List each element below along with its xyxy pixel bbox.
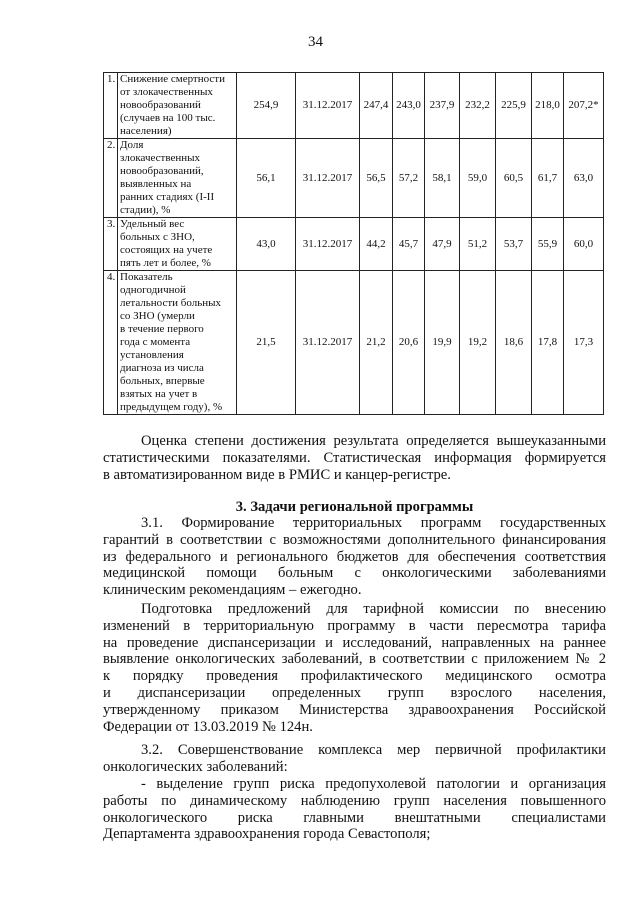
indicator-name-line: от злокачественных <box>120 86 213 98</box>
target-value-cell: 61,7 <box>532 139 564 218</box>
p31-line-3: из федерального и регионального бюджетов для обеспечения соответствия <box>103 548 606 565</box>
target-value-cell: 17,8 <box>532 271 564 415</box>
indicator-name-line: стадии), % <box>120 204 171 216</box>
base-date-cell: 31.12.2017 <box>296 73 360 139</box>
target-value-cell: 18,6 <box>496 271 532 415</box>
target-value-cell: 243,0 <box>393 73 425 139</box>
indicator-name-line: Показатель <box>120 271 173 283</box>
base-value-cell: 254,9 <box>237 73 296 139</box>
indicator-name-line: (случаев на 100 тыс. <box>120 112 216 124</box>
p31-line-5: клиническим рекомендациям – ежегодно. <box>103 582 362 599</box>
indicator-name-line: злокачественных <box>120 152 201 164</box>
indicator-name-line: Удельный вес <box>120 218 185 230</box>
target-value-cell: 59,0 <box>460 139 496 218</box>
indicator-name-line: населения) <box>120 125 172 137</box>
base-date-cell: 31.12.2017 <box>296 271 360 415</box>
row-number-cell: 1. <box>104 73 118 139</box>
table-row <box>104 139 604 218</box>
tariff-line-4: выявление онкологических заболеваний, в соответствии с приложением № 2 <box>103 651 606 668</box>
assessment-paragraph <box>103 433 606 483</box>
indicator-name-line: Снижение смертности <box>120 73 225 85</box>
target-value-cell: 58,1 <box>425 139 460 218</box>
table-row <box>104 73 604 139</box>
tariff-line-3: на проведение диспансеризации и исследований, направленных на раннее <box>103 634 606 651</box>
tariff-paragraph <box>103 601 606 735</box>
tariff-line-7: утвержденному приказом Министерства здравоохранения Российской <box>103 701 606 718</box>
base-value-cell: 21,5 <box>237 271 296 415</box>
indicator-name-line: состоящих на учете <box>120 244 213 256</box>
page-number: 34 <box>308 34 323 50</box>
assessment-line-2: статистическими показателями. Статистическая информация формируется <box>103 449 606 466</box>
risk-line-2: работы по динамическому наблюдению групп населения повышенного <box>103 792 606 809</box>
section-heading-block <box>103 499 606 516</box>
tariff-line-2: изменений в территориальную программу в части пересмотра тарифа <box>103 617 606 634</box>
target-value-cell: 19,2 <box>460 271 496 415</box>
target-value-cell: 57,2 <box>393 139 425 218</box>
indicator-name-line: больных, впервые <box>120 375 205 387</box>
risk-line-1: - выделение групп риска предопухолевой патологии и организация <box>141 776 606 792</box>
tariff-line-8: Федерации от 13.03.2019 № 124н. <box>103 718 313 735</box>
paragraph-3-2 <box>103 742 606 776</box>
indicator-name-line: взятых на учет в <box>120 388 198 400</box>
risk-paragraph <box>103 776 606 843</box>
indicator-name-line: новообразований, <box>120 165 204 177</box>
indicator-name-cell <box>118 218 237 271</box>
indicator-name-line: Доля <box>120 139 144 151</box>
target-value-cell: 20,6 <box>393 271 425 415</box>
base-date-cell: 31.12.2017 <box>296 139 360 218</box>
p31-line-2: гарантий в соответствии с возможностями дополнительного финансирования <box>103 531 606 548</box>
tariff-line-5: к порядку проведения профилактического медицинского осмотра <box>103 668 606 685</box>
indicator-name-line: больных с ЗНО, <box>120 231 195 243</box>
indicator-name-line: новообразований <box>120 99 201 111</box>
p32-line-1: 3.2. Совершенствование комплекса мер первичной профилактики <box>141 742 606 758</box>
tariff-line-1: Подготовка предложений для тарифной комиссии по внесению <box>141 601 606 617</box>
target-value-cell: 60,0 <box>564 218 604 271</box>
base-date-cell: 31.12.2017 <box>296 218 360 271</box>
p31-line-4: медицинской помощи больным с онкологическими заболеваниями <box>103 565 606 582</box>
target-value-cell: 44,2 <box>360 218 393 271</box>
p32-line-2: онкологических заболеваний: <box>103 758 288 775</box>
indicator-name-cell <box>118 73 237 139</box>
indicator-name-cell <box>118 139 237 218</box>
indicators-table-body <box>104 73 604 415</box>
p31-line-1: 3.1. Формирование территориальных программ государственных <box>141 515 606 531</box>
indicator-name-line: в течение первого <box>120 323 204 335</box>
paragraph-3-1 <box>103 515 606 599</box>
target-value-cell: 53,7 <box>496 218 532 271</box>
table-row <box>104 271 604 415</box>
indicator-name-line: выявленных на <box>120 178 192 190</box>
target-value-cell: 207,2* <box>564 73 604 139</box>
indicator-name-line: одногодичной <box>120 284 186 296</box>
target-value-cell: 218,0 <box>532 73 564 139</box>
target-value-cell: 55,9 <box>532 218 564 271</box>
tariff-line-6: и диспансеризации определенных групп взрослого населения, <box>103 684 606 701</box>
indicator-name-line: со ЗНО (умерли <box>120 310 195 322</box>
indicator-name-line: пять лет и более, % <box>120 257 211 269</box>
risk-line-4: Департамента здравоохранения города Севастополя; <box>103 826 431 843</box>
target-value-cell: 232,2 <box>460 73 496 139</box>
indicator-name-line: диагноза из числа <box>120 362 204 374</box>
base-value-cell: 56,1 <box>237 139 296 218</box>
target-value-cell: 17,3 <box>564 271 604 415</box>
target-value-cell: 47,9 <box>425 218 460 271</box>
target-value-cell: 225,9 <box>496 73 532 139</box>
indicator-name-line: года с момента <box>120 336 191 348</box>
target-value-cell: 45,7 <box>393 218 425 271</box>
indicator-name-line: летальности больных <box>120 297 222 309</box>
assessment-line-1: Оценка степени достижения результата определяется вышеуказанными <box>141 433 606 449</box>
table-row <box>104 218 604 271</box>
target-value-cell: 60,5 <box>496 139 532 218</box>
indicator-name-line: предыдущем году), % <box>120 401 223 413</box>
indicator-name-line: установления <box>120 349 184 361</box>
target-value-cell: 63,0 <box>564 139 604 218</box>
risk-line-3: онкологического риска главными внештатными специалистами <box>103 809 606 826</box>
target-value-cell: 56,5 <box>360 139 393 218</box>
indicator-name-line: ранних стадиях (I-II <box>120 191 215 203</box>
target-value-cell: 247,4 <box>360 73 393 139</box>
indicators-table <box>103 72 604 415</box>
row-number-cell: 3. <box>104 218 118 271</box>
row-number-cell: 2. <box>104 139 118 218</box>
section-heading: 3. Задачи региональной программы <box>235 499 474 515</box>
assessment-line-3: в автоматизированном виде в РМИС и канцер-регистре. <box>103 466 451 483</box>
target-value-cell: 19,9 <box>425 271 460 415</box>
row-number-cell: 4. <box>104 271 118 415</box>
target-value-cell: 237,9 <box>425 73 460 139</box>
target-value-cell: 51,2 <box>460 218 496 271</box>
base-value-cell: 43,0 <box>237 218 296 271</box>
indicator-name-cell <box>118 271 237 415</box>
target-value-cell: 21,2 <box>360 271 393 415</box>
